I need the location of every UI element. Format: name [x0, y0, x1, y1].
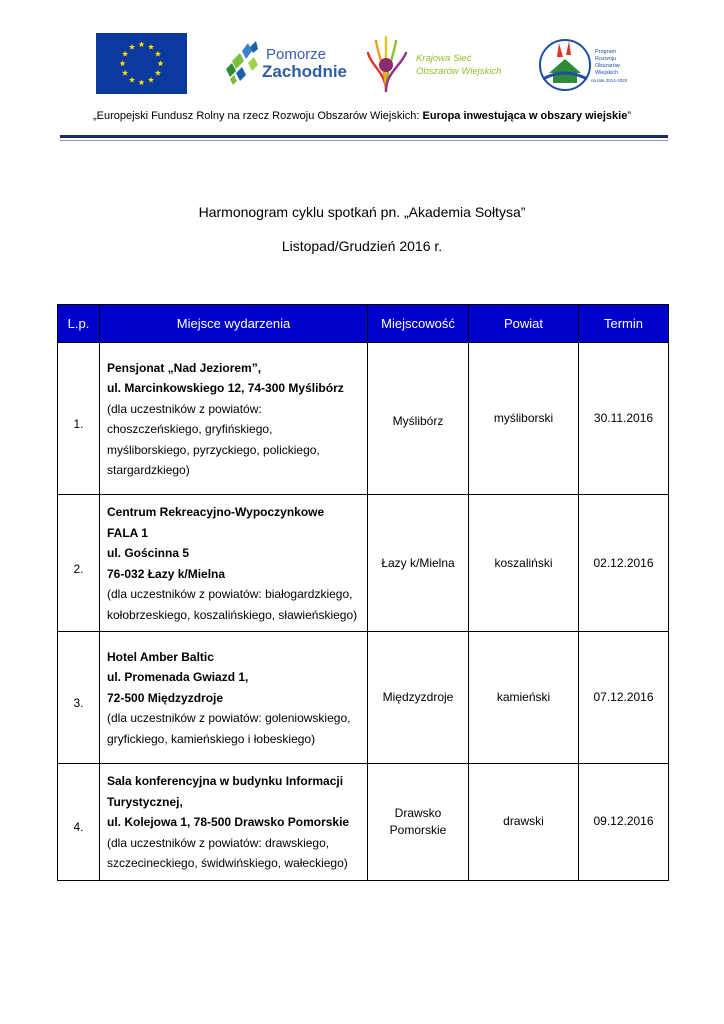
venue-address: ul. Kolejowa 1, 78-500 Drawsko Pomorskie [107, 815, 350, 829]
city-cell [368, 343, 469, 495]
venue-note: choszczeńskiego, gryfińskiego, [107, 422, 273, 436]
date-cell: 09.12.2016 [579, 764, 669, 881]
row-number: 1. [58, 343, 100, 495]
table-header-row [58, 305, 669, 343]
county-cell: drawski [469, 764, 579, 881]
venue-note: (dla uczestników z powiatów: białogardzkiego, [107, 587, 353, 601]
city-name: Drawsko [394, 805, 442, 820]
venue-cell [100, 343, 368, 495]
venue-note: (dla uczestników z powiatów: [107, 401, 262, 416]
table-row [58, 764, 669, 881]
venue-name: Hotel Amber Baltic [107, 649, 214, 664]
prow-logo [535, 33, 630, 93]
date-cell: 02.12.2016 [579, 495, 669, 632]
date-cell: 30.11.2016 [579, 343, 669, 495]
venue-note: (dla uczestników z powiatów: drawskiego, [107, 835, 330, 850]
pomorze-zachodnie-logo [220, 33, 348, 88]
fund-tagline [0, 110, 724, 122]
city-cell [368, 495, 469, 632]
city-cell [368, 764, 469, 881]
venue-cell [100, 764, 368, 881]
city-name: Międzyzdroje [382, 690, 454, 704]
venue-address: 76-032 Łazy k/Mielna [107, 566, 226, 581]
header-venue: Miejsce wydarzenia [100, 305, 368, 343]
svg-text:Obszarów Wiejskich: Obszarów Wiejskich [416, 66, 502, 77]
county-cell: myśliborski [469, 343, 579, 495]
svg-text:Obszarów: Obszarów [595, 63, 620, 69]
venue-note: (dla uczestników z powiatów: goleniowskiego, [107, 711, 351, 726]
venue-note: stargardzkiego) [107, 463, 190, 477]
city-name: Pomorskie [389, 822, 447, 837]
document-title: Harmonogram cyklu spotkań pn. „Akademia Sołtysa” [198, 204, 526, 220]
svg-text:na lata 2014-2020: na lata 2014-2020 [591, 78, 628, 83]
city-name: Łazy k/Mielna [381, 555, 455, 570]
eu-flag-logo [96, 33, 187, 94]
venue-note: myśliborskiego, pyrzyckiego, polickiego, [107, 442, 320, 457]
city-cell [368, 632, 469, 764]
logo-bar [0, 33, 724, 95]
svg-text:Wiejskich: Wiejskich [595, 70, 619, 76]
table-row [58, 495, 669, 632]
venue-name: Pensjonat „Nad Jeziorem”, [107, 360, 262, 375]
document-subtitle: Listopad/Grudzień 2016 r. [281, 238, 443, 254]
county-cell: kamieński [469, 632, 579, 764]
header-county: Powiat [469, 305, 579, 343]
county-cell: koszaliński [469, 495, 579, 632]
venue-name: Turystycznej, [107, 794, 183, 809]
fund-tagline-end: ” [627, 110, 631, 122]
venue-address: ul. Gościnna 5 [107, 546, 190, 560]
svg-text:Zachodnie: Zachodnie [262, 62, 348, 81]
venue-note: szczecineckiego, świdwińskiego, wałeckiego) [107, 856, 348, 870]
svg-text:Krajowa Sieć: Krajowa Sieć [416, 53, 472, 64]
venue-name: Sala konferencyjna w budynku Informacji [107, 774, 344, 788]
svg-text:Rozwoju: Rozwoju [595, 56, 617, 62]
row-number: 3. [58, 632, 100, 764]
date-cell: 07.12.2016 [579, 632, 669, 764]
venue-note: gryfickiego, kamieńskiego i łobeskiego) [107, 731, 316, 746]
venue-name: Centrum Rekreacyjno-Wypoczynkowe [107, 505, 325, 519]
svg-text:Program: Program [595, 49, 617, 55]
header-lp: L.p. [58, 305, 100, 343]
fund-tagline-regular: „Europejski Fundusz Rolny na rzecz Rozwoju Obszarów Wiejskich: [93, 110, 423, 122]
fund-tagline-bold: Europa inwestująca w obszary wiejskie [422, 110, 628, 122]
venue-address: ul. Promenada Gwiazd 1, [107, 670, 249, 685]
header-date: Termin [579, 305, 669, 343]
header-city: Miejscowość [368, 305, 469, 343]
table-row [58, 343, 669, 495]
venue-address: 72-500 Międzyzdroje [107, 690, 224, 705]
venue-name: FALA 1 [107, 525, 148, 540]
venue-address: ul. Marcinkowskiego 12, 74-300 Myślibórz [107, 381, 344, 395]
city-name: Myślibórz [392, 414, 444, 428]
header-divider [60, 135, 668, 138]
row-number: 4. [58, 764, 100, 881]
schedule-table [57, 304, 669, 881]
venue-cell [100, 632, 368, 764]
venue-note: kołobrzeskiego, koszalińskiego, sławieńskiego) [107, 607, 358, 622]
ksow-logo [362, 33, 522, 93]
table-row [58, 632, 669, 764]
svg-text:Pomorze: Pomorze [266, 46, 327, 63]
header-divider-thin [60, 140, 668, 141]
venue-cell [100, 495, 368, 632]
row-number: 2. [58, 495, 100, 632]
